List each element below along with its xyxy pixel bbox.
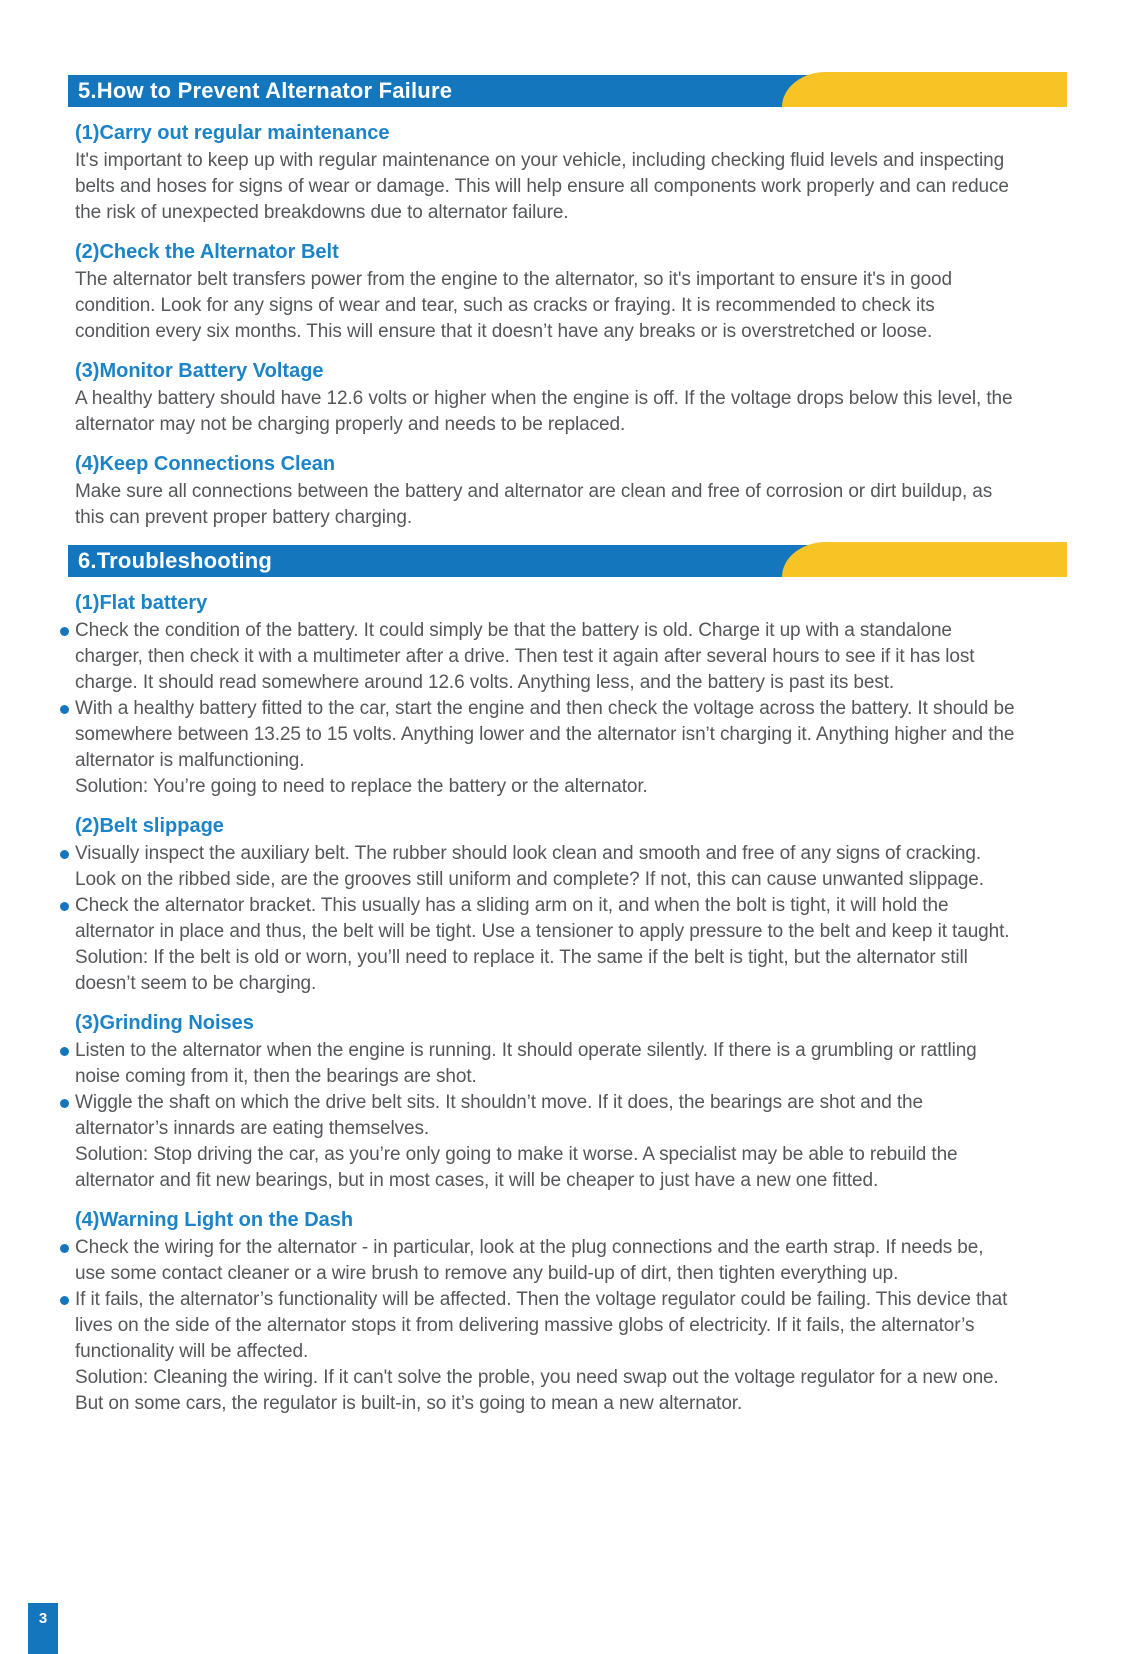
bullet-text: Wiggle the shaft on which the drive belt sits. It shouldn’t move. If it does, the bearings are shot and the alternator’s innards are eating themselves. [75,1092,923,1139]
solution-text: Solution: Cleaning the wiring. If it can't solve the proble, you need swap out the voltage regulator for a new one. But on some cars, the regulator is built-in, so it’s going to mean a new alternator. [75,1367,999,1414]
bullet-item [75,1287,1015,1365]
bullet-text: Check the condition of the battery. It could simply be that the battery is old. Charge it up with a standalone charger, then check it with a multimeter after a drive. Then test it again after several hours to see if it has lost charge. It should read somewhere around 12.6 volts. Anything less, and the battery is past its best. [75,620,975,693]
bullet-item [75,841,1015,893]
bullet-dot-icon [60,902,69,911]
bullet-list [75,1038,1015,1142]
solution-text: Solution: You’re going to need to replace the battery or the alternator. [75,776,648,797]
bullet-text: Check the wiring for the alternator - in particular, look at the plug connections and the earth strap. If needs be, use some contact cleaner or a wire brush to remove any build-up of dirt, then tighten everything up. [75,1237,984,1284]
bullet-list [75,841,1015,945]
subsection-heading: (2)Belt slippage [75,815,224,837]
bullet-dot-icon [60,1099,69,1108]
bullet-list [75,618,1015,774]
bullet-list [75,1235,1015,1365]
bullet-item [75,1038,1015,1090]
bullet-text: Check the alternator bracket. This usually has a sliding arm on it, and when the bolt is tight, it will hold the alternator in place and thus, the belt will be tight. Use a tensioner to apply pressure to the belt and keep it taught. [75,895,1010,942]
section-title: 6.Troubleshooting [78,548,273,573]
page-number-badge: 3 [28,1603,58,1654]
subsection-regular-maintenance [68,120,1067,226]
bullet-text: If it fails, the alternator’s functionality will be affected. Then the voltage regulator could be failing. This device that lives on the side of the alternator stops it from delivering massive globs of electricity. If it fails, the alternator’s functionality will be affected. [75,1289,1008,1362]
section-header-troubleshooting [68,545,1067,577]
section-title: 5.How to Prevent Alternator Failure [78,78,453,103]
bullet-dot-icon [60,1047,69,1056]
bullet-item [75,1235,1015,1287]
bullet-item [75,1090,1015,1142]
subsection-keep-connections-clean [68,451,1067,531]
solution-text: Solution: Stop driving the car, as you’re only going to make it worse. A specialist may be able to rebuild the alternator and fit new bearings, but in most cases, it will be cheaper to just have a new one fitted. [75,1144,958,1191]
bullet-text: Visually inspect the auxiliary belt. The rubber should look clean and smooth and free of any signs of cracking. Look on the ribbed side, are the grooves still uniform and complete? If not, this can cause unwanted slippage. [75,843,984,890]
bullet-item [75,893,1015,945]
subsection-heading: (4)Warning Light on the Dash [75,1209,354,1231]
subsection-warning-light [68,1207,1067,1417]
bullet-dot-icon [60,1296,69,1305]
subsection-heading: (3)Grinding Noises [75,1012,254,1034]
bullet-text: With a healthy battery fitted to the car, start the engine and then check the voltage across the battery. It should be somewhere between 13.25 to 15 volts. Anything lower and the alternator isn’t charging it. Anything higher and the alternator is malfunctioning. [75,698,1015,771]
solution-text: Solution: If the belt is old or worn, you’ll need to replace it. The same if the belt is tight, but the alternator still doesn’t seem to be charging. [75,947,968,994]
bullet-text: Listen to the alternator when the engine is running. It should operate silently. If there is a grumbling or rattling noise coming from it, then the bearings are shot. [75,1040,977,1087]
subsection-heading: (4)Keep Connections Clean [75,453,336,475]
subsection-paragraph: It's important to keep up with regular maintenance on your vehicle, including checking fluid levels and inspecting belts and hoses for signs of wear or damage. This will help ensure all components work properly and can reduce the risk of unexpected breakdowns due to alternator failure. [75,150,1009,223]
bullet-item [75,618,1015,696]
bullet-dot-icon [60,627,69,636]
subsection-paragraph: Make sure all connections between the battery and alternator are clean and free of corrosion or dirt buildup, as this can prevent proper battery charging. [75,481,993,528]
subsection-heading: (1)Flat battery [75,592,208,614]
subsection-heading: (1)Carry out regular maintenance [75,122,390,144]
subsection-heading: (3)Monitor Battery Voltage [75,360,324,382]
subsection-paragraph: A healthy battery should have 12.6 volts or higher when the engine is off. If the voltage drops below this level, the alternator may not be charging properly and needs to be replaced. [75,388,1013,435]
subsection-grinding-noises [68,1010,1067,1194]
section-header-prevent-failure [68,75,1067,107]
subsection-paragraph: The alternator belt transfers power from the engine to the alternator, so it's important to ensure it's in good condition. Look for any signs of wear and tear, such as cracks or fraying. It is recommended to check its condition every six months. This will ensure that it doesn’t have any breaks or is overstretched or loose. [75,269,952,342]
subsection-belt-slippage [68,813,1067,997]
subsection-flat-battery [68,590,1067,800]
subsection-heading: (2)Check the Alternator Belt [75,241,339,263]
bullet-item [75,696,1015,774]
page-content [68,75,1067,1417]
subsection-monitor-voltage [68,358,1067,438]
bullet-dot-icon [60,1244,69,1253]
bullet-dot-icon [60,850,69,859]
subsection-check-belt [68,239,1067,345]
bullet-dot-icon [60,705,69,714]
